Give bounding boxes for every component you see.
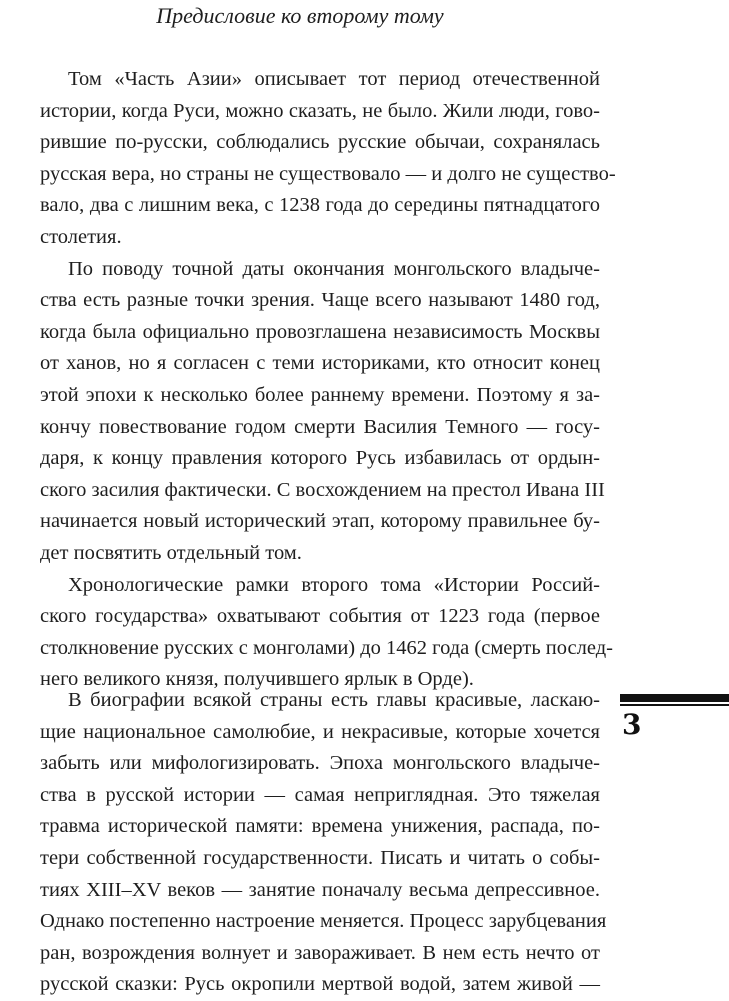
- text-line: ства есть разные точки зрения. Чаще всего называют 1480 год,: [40, 289, 600, 312]
- text-line: По поводу точной даты окончания монгольского владыче-: [68, 257, 600, 280]
- text-line: даря, к концу правления которого Русь избавилась от ордын-: [40, 447, 600, 470]
- text-line: него великого князя, получившего ярлык в Орде).: [40, 668, 474, 691]
- text-line: ского государства» охватывают события от 1223 года (первое: [40, 605, 600, 628]
- paragraph-3: [40, 570, 613, 696]
- text-line: ран, возрождения волнует и завораживает. В нем есть нечто от: [40, 941, 600, 964]
- text-line: от ханов, но я согласен с теми историками, кто относит конец: [40, 352, 600, 375]
- text-block-upper: [40, 64, 616, 696]
- text-line: дет посвятить отдельный том.: [40, 541, 302, 564]
- text-line: истории, когда Руси, можно сказать, не было. Жили люди, гово-: [40, 99, 600, 122]
- text-line: ства в русской истории — самая неприглядная. Это тяжелая: [40, 783, 600, 806]
- chapter-rule: [620, 694, 729, 702]
- chapter-marker: [620, 694, 729, 742]
- text-line: рившие по-русски, соблюдались русские обычаи, сохранялась: [40, 131, 600, 154]
- text-line: Однако постепенно настроение меняется. Процесс зарубцевания: [40, 910, 607, 933]
- running-head: Предисловие ко второму тому: [156, 3, 444, 28]
- text-block-lower: [40, 685, 607, 1001]
- text-line: когда была официально провозглашена независимость Москвы: [40, 320, 600, 343]
- paragraph-4: [40, 685, 607, 1001]
- text-line: травма исторической памяти: времена унижения, распада, по-: [40, 815, 600, 838]
- text-line: щие национальное самолюбие, и некрасивые, которые хочется: [40, 720, 600, 743]
- text-line: этой эпохи к несколько более раннему времени. Поэтому я за-: [40, 383, 600, 406]
- text-line: Том «Часть Азии» описывает тот период отечественной: [68, 68, 600, 90]
- text-line: кончу повествование годом смерти Василия Темного — госу-: [40, 415, 600, 438]
- text-line: столкновение русских с монголами) до 1462 года (смерть послед-: [40, 636, 613, 659]
- text-line: русская вера, но страны не существовало — и долго не существо-: [40, 162, 616, 185]
- chapter-number: 3: [622, 708, 642, 741]
- paragraph-2: [40, 254, 605, 570]
- text-line: забыть или мифологизировать. Эпоха монгольского владыче-: [40, 752, 600, 775]
- chapter-rule-thin: [620, 704, 729, 706]
- text-line: русской сказки: Русь окропили мертвой водой, затем живой —: [40, 973, 600, 996]
- text-line: вало, два с лишним века, с 1238 года до середины пятнадцатого: [40, 194, 600, 217]
- text-line: тиях XIII–XV веков — занятие поначалу весьма депрессивное.: [40, 878, 600, 901]
- text-line: столетия.: [40, 225, 122, 248]
- text-line: Хронологические рамки второго тома «Истории Россий-: [68, 573, 600, 596]
- text-line: ского засилия фактически. С восхождением на престол Ивана III: [40, 478, 605, 501]
- paragraph-1: [40, 64, 616, 254]
- text-line: тери собственной государственности. Писать и читать о собы-: [40, 846, 600, 869]
- text-line: начинается новый исторический этап, которому правильнее бу-: [40, 510, 600, 533]
- text-line: В биографии всякой страны есть главы красивые, ласкаю-: [68, 689, 600, 711]
